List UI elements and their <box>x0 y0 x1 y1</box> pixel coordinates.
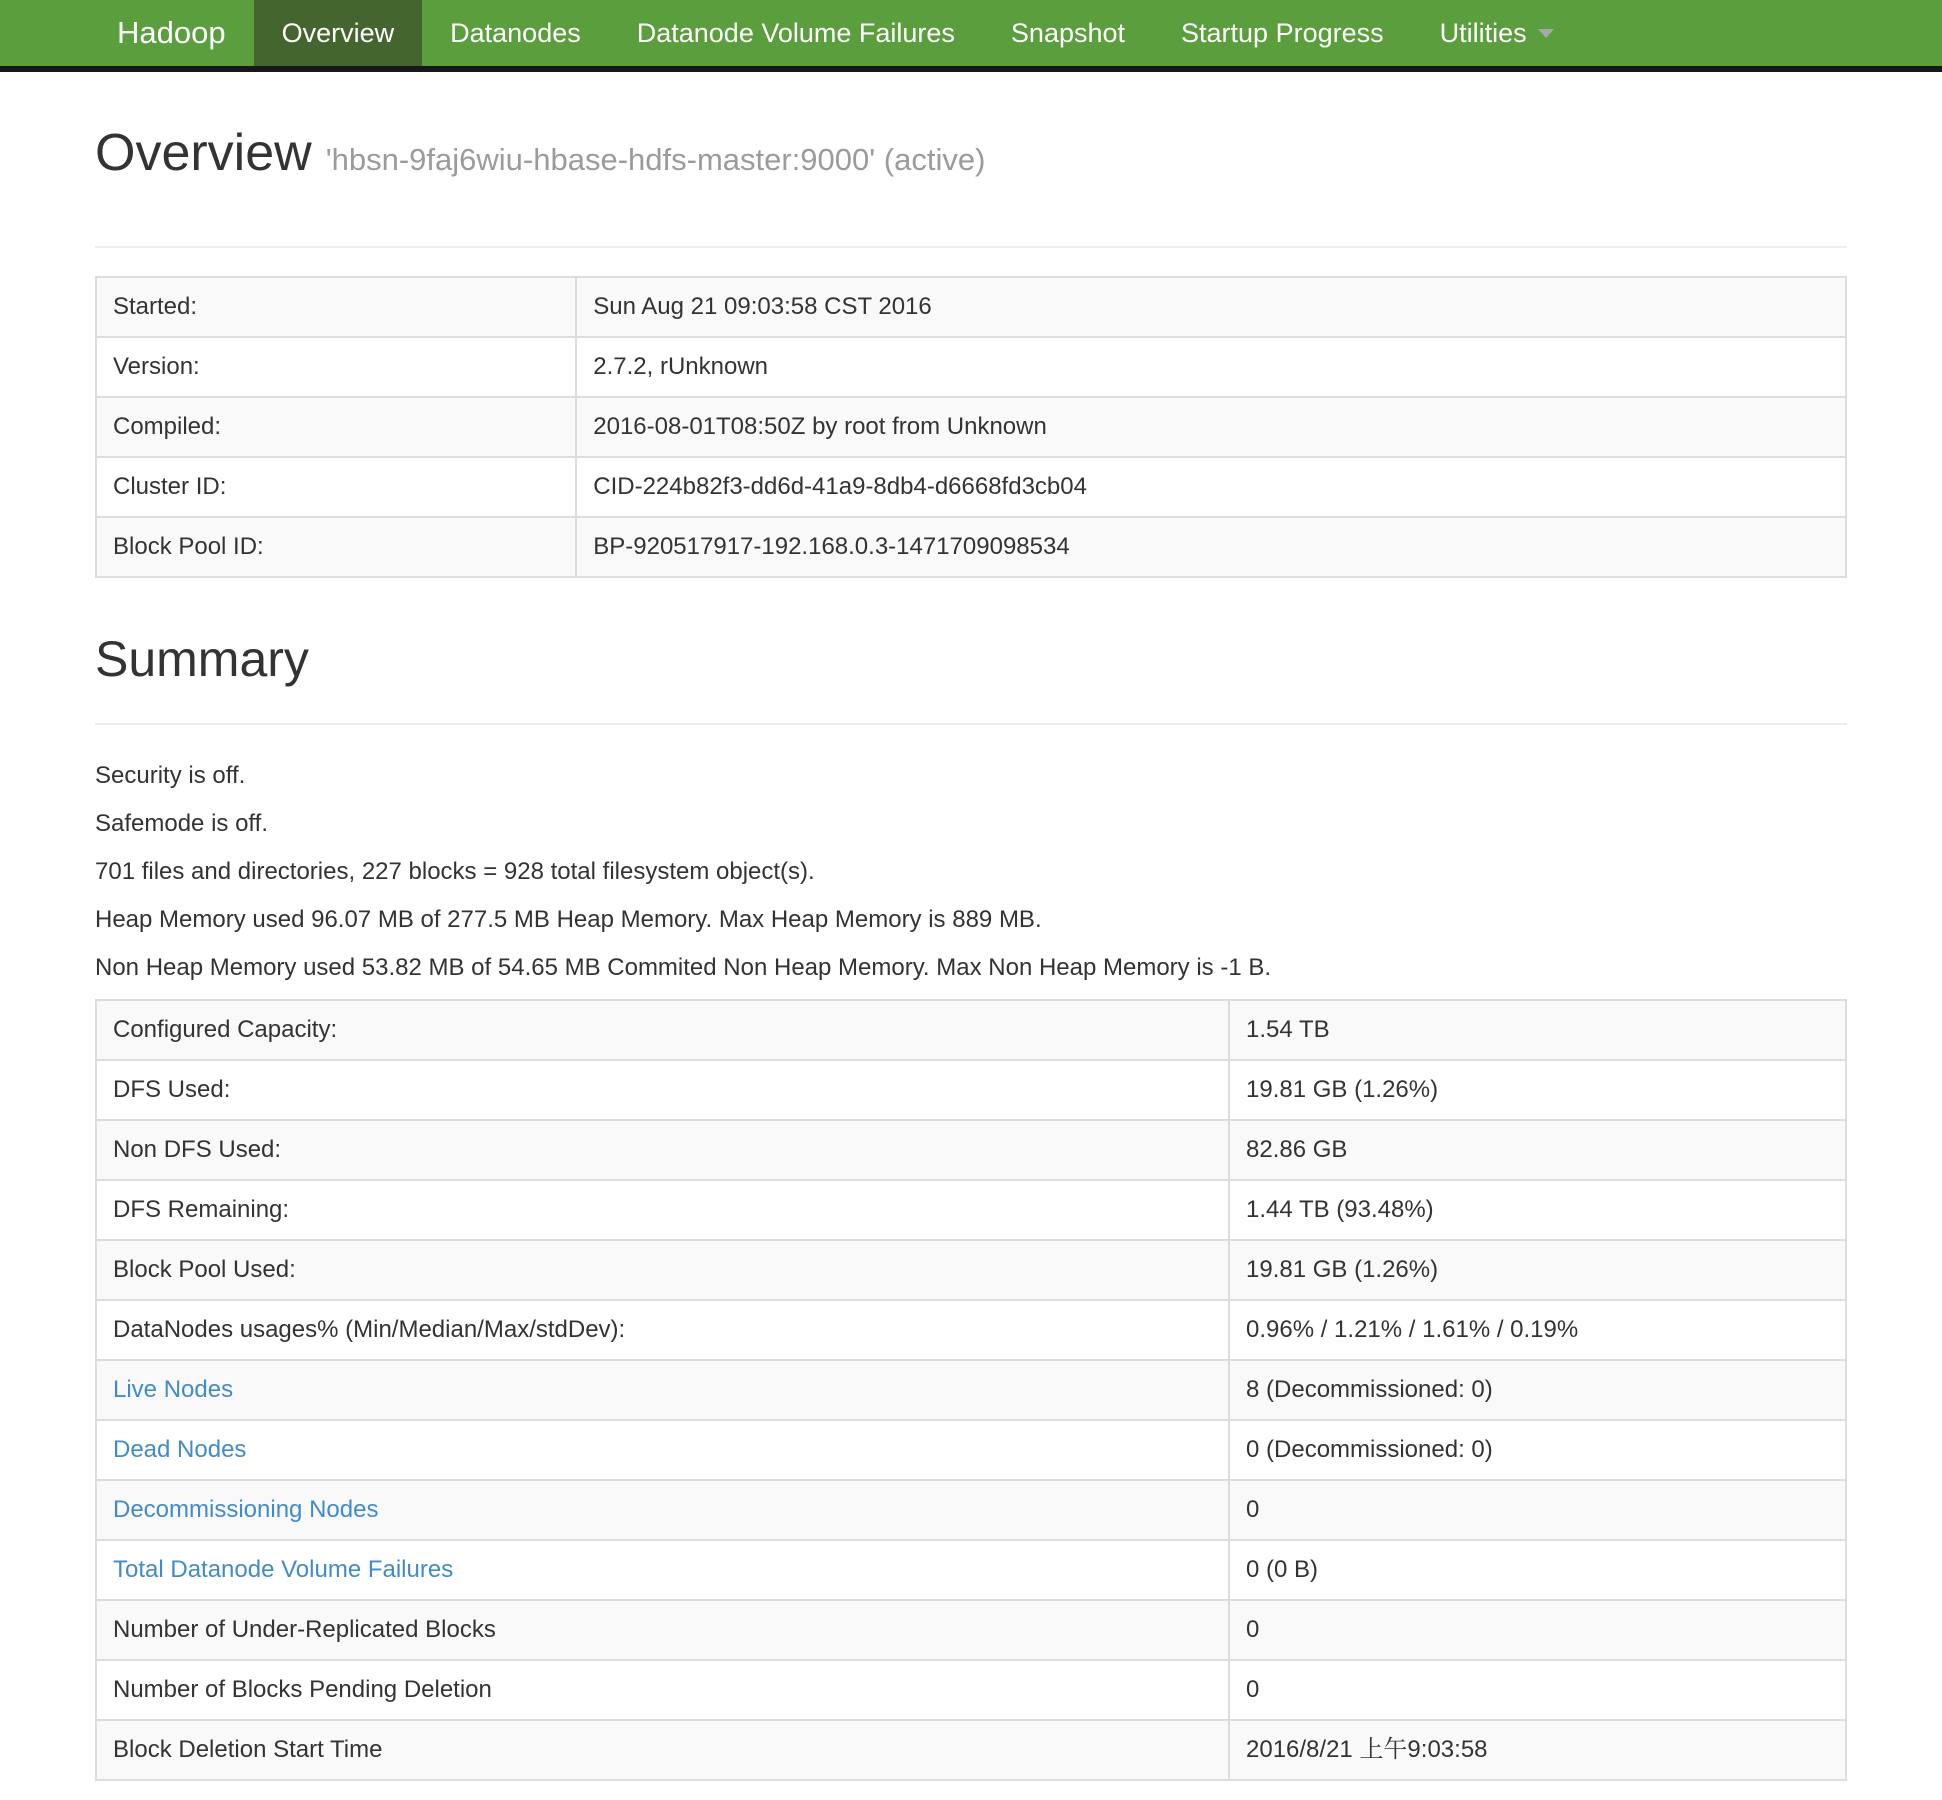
summary-value: 1.54 TB <box>1229 1000 1846 1060</box>
summary-header <box>95 632 1847 725</box>
nav-item-utilities-label: Utilities <box>1439 17 1527 48</box>
page-title <box>95 124 1847 182</box>
info-label: Block Pool ID: <box>96 517 576 577</box>
summary-title: Summary <box>95 631 309 688</box>
table-row <box>96 1060 1846 1120</box>
overview-header <box>95 124 1847 248</box>
table-row <box>96 1660 1846 1720</box>
table-row <box>96 1720 1846 1780</box>
page-container <box>95 124 1847 1781</box>
summary-value: 0 (0 B) <box>1229 1540 1846 1600</box>
table-row <box>96 1360 1846 1420</box>
overview-info-table <box>95 276 1847 578</box>
table-row <box>96 1300 1846 1360</box>
info-value: 2016-08-01T08:50Z by root from Unknown <box>576 397 1846 457</box>
summary-value: 0 <box>1229 1480 1846 1540</box>
chevron-down-icon <box>1538 29 1554 38</box>
decommissioning-nodes-link[interactable]: Decommissioning Nodes <box>113 1496 379 1524</box>
info-value: Sun Aug 21 09:03:58 CST 2016 <box>576 277 1846 337</box>
summary-table <box>95 999 1847 1781</box>
summary-label: Number of Under-Replicated Blocks <box>96 1600 1229 1660</box>
safemode-status-text: Safemode is off. <box>95 810 268 838</box>
table-row <box>96 337 1846 397</box>
summary-label: DFS Remaining: <box>96 1180 1229 1240</box>
table-row <box>96 1240 1846 1300</box>
table-row <box>96 1480 1846 1540</box>
summary-value: 82.86 GB <box>1229 1120 1846 1180</box>
summary-value: 19.81 GB (1.26%) <box>1229 1240 1846 1300</box>
info-label: Cluster ID: <box>96 457 576 517</box>
info-value: BP-920517917-192.168.0.3-1471709098534 <box>576 517 1846 577</box>
summary-value: 0 (Decommissioned: 0) <box>1229 1420 1846 1480</box>
live-nodes-link[interactable]: Live Nodes <box>113 1376 234 1404</box>
summary-value: 0 <box>1229 1600 1846 1660</box>
table-row <box>96 397 1846 457</box>
nav-item-startup-progress[interactable]: Startup Progress <box>1181 17 1384 48</box>
summary-label <box>96 1360 1229 1420</box>
table-row <box>96 277 1846 337</box>
info-label: Version: <box>96 337 576 397</box>
total-datanode-volume-failures-link[interactable]: Total Datanode Volume Failures <box>113 1556 454 1584</box>
summary-label: Number of Blocks Pending Deletion <box>96 1660 1229 1720</box>
summary-label: Configured Capacity: <box>96 1000 1229 1060</box>
nav-item-snapshot[interactable]: Snapshot <box>1010 17 1126 48</box>
summary-label: Block Pool Used: <box>96 1240 1229 1300</box>
summary-value: 19.81 GB (1.26%) <box>1229 1060 1846 1120</box>
table-row <box>96 1600 1846 1660</box>
summary-label: DataNodes usages% (Min/Median/Max/stdDev): <box>96 1300 1229 1360</box>
filesystem-objects-text: 701 files and directories, 227 blocks = 928 total filesystem object(s). <box>95 858 815 886</box>
nav-item-overview[interactable]: Overview <box>254 0 423 66</box>
summary-value: 8 (Decommissioned: 0) <box>1229 1360 1846 1420</box>
summary-label: Block Deletion Start Time <box>96 1720 1229 1780</box>
nav-item-datanode-volume-failures[interactable]: Datanode Volume Failures <box>636 17 955 48</box>
table-row <box>96 1000 1846 1060</box>
dead-nodes-link[interactable]: Dead Nodes <box>113 1436 247 1464</box>
summary-label: Non DFS Used: <box>96 1120 1229 1180</box>
info-value: 2.7.2, rUnknown <box>576 337 1846 397</box>
non-heap-memory-text: Non Heap Memory used 53.82 MB of 54.65 MB Commited Non Heap Memory. Max Non Heap Memory is -1 B. <box>95 954 1272 982</box>
table-row <box>96 1540 1846 1600</box>
summary-value: 1.44 TB (93.48%) <box>1229 1180 1846 1240</box>
nav-menu <box>254 0 1582 66</box>
heap-memory-text: Heap Memory used 96.07 MB of 277.5 MB Heap Memory. Max Heap Memory is 889 MB. <box>95 906 1042 934</box>
table-row <box>96 517 1846 577</box>
nav-item-utilities-dropdown[interactable] <box>1412 0 1582 66</box>
summary-label <box>96 1540 1229 1600</box>
namenode-address-subtitle: 'hbsn-9faj6wiu-hbase-hdfs-master:9000' (active) <box>325 142 986 177</box>
summary-value: 0.96% / 1.21% / 1.61% / 0.19% <box>1229 1300 1846 1360</box>
summary-label <box>96 1420 1229 1480</box>
security-status-text: Security is off. <box>95 762 246 790</box>
table-row <box>96 1420 1846 1480</box>
nav-item-datanodes[interactable]: Datanodes <box>450 17 581 48</box>
info-value: CID-224b82f3-dd6d-41a9-8db4-d6668fd3cb04 <box>576 457 1846 517</box>
summary-value: 2016/8/21 上午9:03:58 <box>1229 1720 1846 1780</box>
top-navbar <box>0 0 1942 72</box>
info-label: Started: <box>96 277 576 337</box>
brand-hadoop[interactable]: Hadoop <box>117 15 226 50</box>
table-row <box>96 1120 1846 1180</box>
table-row <box>96 457 1846 517</box>
summary-label: DFS Used: <box>96 1060 1229 1120</box>
info-label: Compiled: <box>96 397 576 457</box>
summary-value: 0 <box>1229 1660 1846 1720</box>
table-row <box>96 1180 1846 1240</box>
page-title-text: Overview <box>95 124 312 182</box>
summary-label <box>96 1480 1229 1540</box>
